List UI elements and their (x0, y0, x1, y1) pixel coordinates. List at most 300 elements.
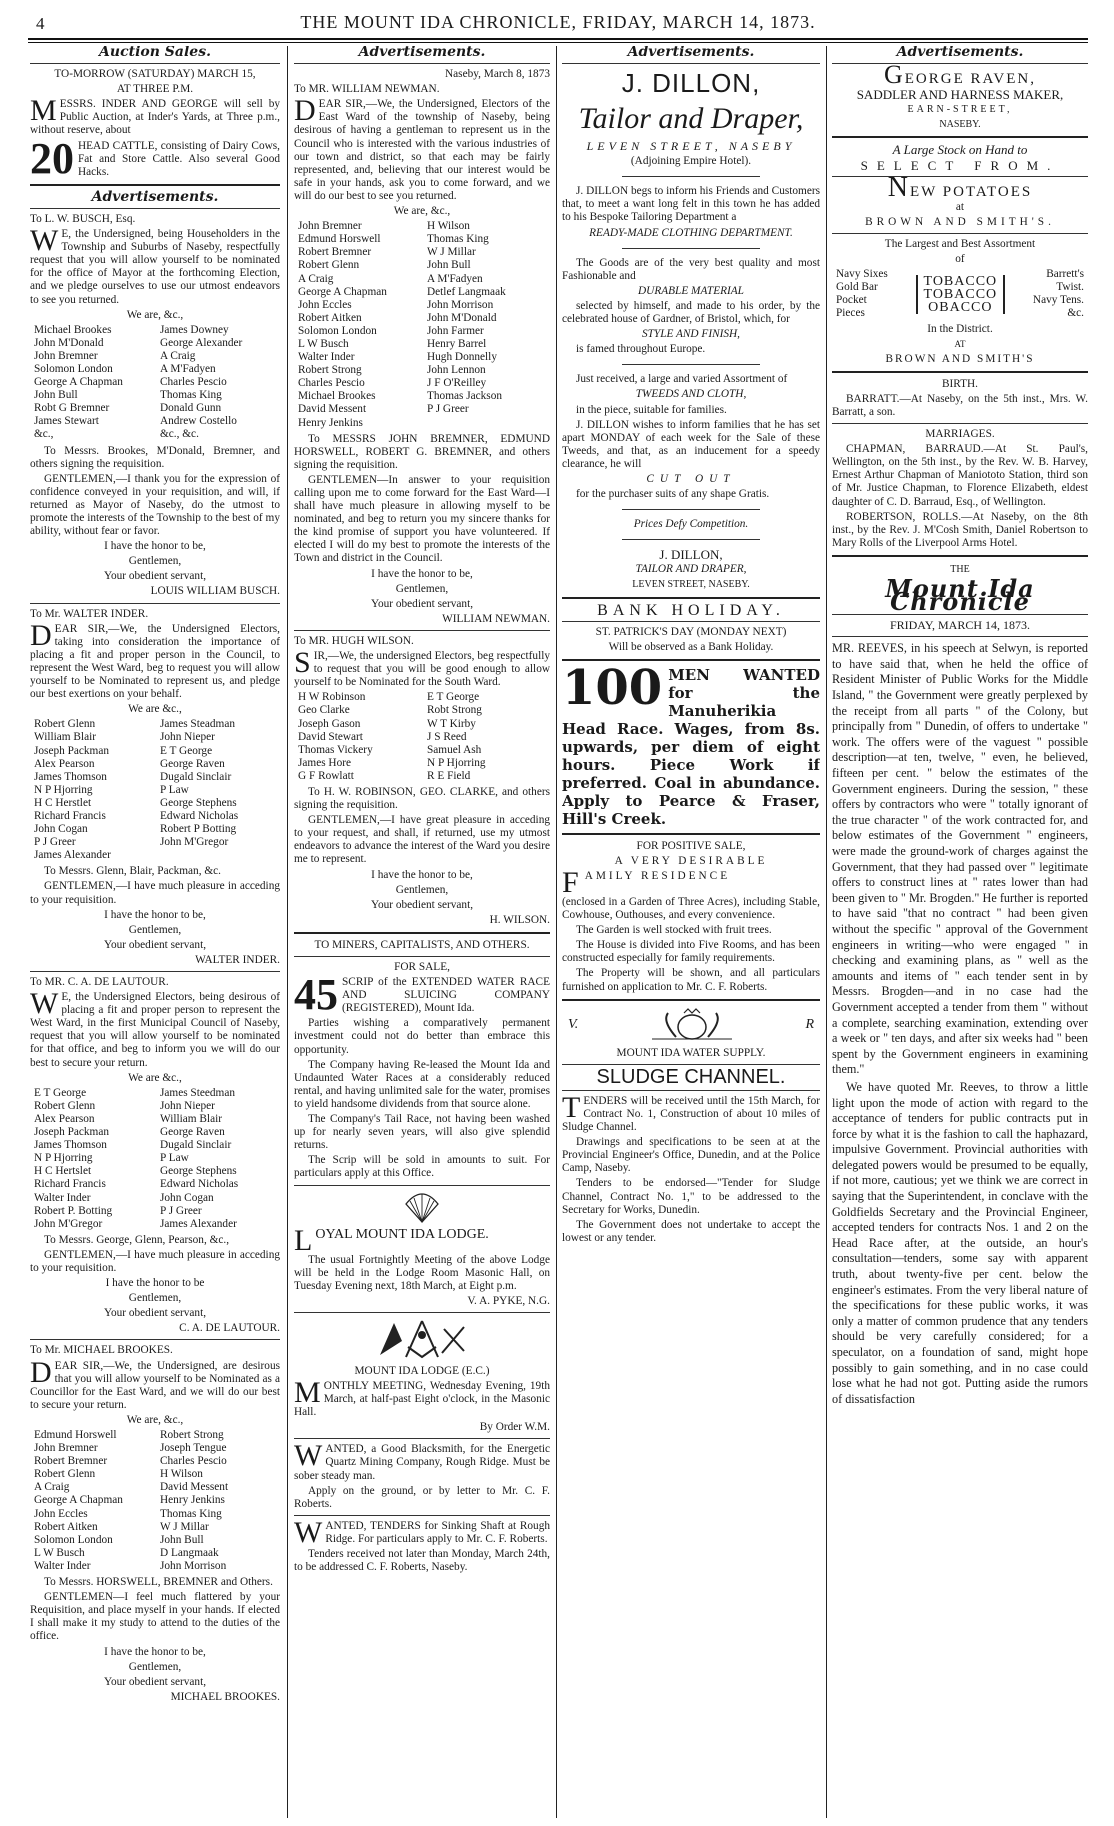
column-1 (30, 46, 280, 1816)
dillon-style: STYLE AND FINISH, (641, 328, 741, 341)
signatory-name (427, 417, 550, 430)
section-heading: Advertisements. (896, 46, 1024, 60)
closing-line: Gentlemen, (128, 923, 182, 936)
reply-body: GENTLEMEN,—I have much pleasure in acceding to your requisition. (30, 880, 280, 906)
requisition-body: SIR,—We, the undersigned Electors, beg respectfully to request that you will be good enough to allow yourself to be Nominated for the South Ward. (294, 646, 550, 689)
tobacco-intro: The Largest and Best Assortment (884, 237, 1036, 250)
requisition-to: To L. W. BUSCH, Esq. (30, 212, 136, 225)
signatory-name: Richard Francis (34, 809, 106, 822)
signatory-name: P J Greer (160, 1204, 202, 1217)
signatory-name: Robert Bremner (298, 246, 372, 259)
editorial-paragraph: We have quoted Mr. Reeves, to throw a little light upon the mode of action with regard to the acceptance of tenders for public contracts put in force by what it is the fashion to call the haphazard, impulsive Government. Provincial authorities with delegated powers would be presumed to be equally, if not more, cautious; yet we think we are correct in saying that the Superintendent, in conclave with the Goldfields Secretary and the Provincial Engineer, accepted tenders for contracts Nos. 1 and 2 on the Head Race after, at the outside, an hour's consultation—tenders, some say with apparent truth, about twenty-five per cent. below the engineer's estimates. From the very liberal nature of the specifications for these public works, it was only a matter of common prudence that any tenders should be very carefully considered; for a speculator, on a foundation of sand, might hope possibly to gain something, and in no case could lose what he had not got. Putting aside the rumors of dissatisfaction (832, 1079, 1088, 1406)
reply-to: To Messrs. HORSWELL, BREMNER and Others. (44, 1576, 273, 1589)
signatory-name: Walter Inder (34, 1559, 91, 1572)
scrip-paragraph: The Company's Tail Race, not having been washed up for nearly seven years, will also give splendid returns. (294, 1113, 550, 1152)
raven-name: GEORGE RAVEN, (883, 60, 1036, 90)
reply-body: GENTLEMEN,—I have much pleasure in acceding to your requisition. (30, 1248, 280, 1274)
we-are: We are &c., (128, 703, 182, 716)
dillon-paragraph: in the piece, suitable for families. (576, 403, 727, 416)
residence-paragraph: (enclosed in a Garden of Three Acres), including Stable, Cowhouse, Outhouses, and every convenience. (562, 896, 820, 922)
signatory-name: Michael Brookes (298, 390, 376, 403)
signatory-name: John Eccles (298, 298, 352, 311)
marriage-entry: CHAPMAN, BARRAUD.—At St. Paul's, Wellington, on the 5th inst., by the Rev. W. B. Harvey, Ernest Arthur Chapman of Maniototo Station, third son of Mr. Justice Chapman, to Florence Elizabeth, eldest daughter of C. D. Barraud, Esq., of Wellington. (832, 443, 1088, 508)
tobacco-mid (916, 275, 1006, 314)
signatory-name: David Messent (160, 1481, 229, 1494)
signatory-name: D Langmaak (160, 1546, 219, 1559)
signatory-name: Robert Glenn (34, 1468, 96, 1481)
requisition-to: To MR. C. A. DE LAUTOUR. (30, 976, 169, 988)
sludge-paragraph: The Government does not undertake to accept the lowest or any tender. (562, 1218, 820, 1244)
tobacco-item: Pocket (836, 294, 867, 307)
signatory-name: James Alexander (34, 849, 111, 862)
signatory-name: Joseph Packman (34, 1126, 109, 1139)
auction-date: TO-MORROW (SATURDAY) MARCH 15, (54, 68, 256, 81)
signatory-name: John Bull (34, 389, 78, 402)
signatory-name: Solomon London (298, 324, 377, 337)
tobacco-block (836, 268, 1084, 320)
signatory-name: John M'Donald (427, 311, 497, 324)
signatory-name: Michael Brookes (34, 323, 112, 336)
reply-to: To Messrs. Brookes, M'Donald, Bremner, and others signing the requisition. (30, 444, 280, 470)
signatory-name: George Stephens (160, 1165, 237, 1178)
signatory-name: Geo Clarke (298, 704, 350, 717)
reply-to: To MESSRS JOHN BREMNER, EDMUND HORSWELL, ROBERT G. BREMNER, and others signing the requisition. (294, 432, 550, 471)
closing-line: I have the honor to be, (104, 540, 206, 553)
signature: MICHAEL BROOKES. (170, 1690, 280, 1703)
closing-line: I have the honor to be, (104, 908, 206, 921)
signatory-name: John Nieper (160, 731, 215, 744)
column-2 (294, 46, 550, 1816)
section-heading: Advertisements. (91, 188, 219, 205)
dillon-name: J. DILLON, (621, 68, 761, 99)
signatory-name: Joseph Gason (298, 717, 361, 730)
signatory-name: John Bremner (34, 1442, 98, 1455)
signatory-name: John Bremner (298, 220, 362, 233)
signatory-name: &c., &c. (160, 428, 199, 441)
column-4 (832, 46, 1088, 1816)
signatory-name: L W Busch (34, 1546, 85, 1559)
signatory-name: A Craig (160, 349, 196, 362)
signatory-name: Edward Nicholas (160, 809, 239, 822)
signatory-name: John Morrison (427, 298, 494, 311)
signatory-name: John Morrison (160, 1559, 227, 1572)
signatory-name: John Cogan (160, 1191, 214, 1204)
tobacco-right (1033, 268, 1084, 320)
tobacco-at: AT (954, 338, 966, 349)
for-sale: FOR SALE, (394, 961, 450, 973)
brown-smith: BROWN AND SMITH'S. (865, 215, 1055, 228)
auction-body: MESSRS. INDER AND GEORGE will sell by Public Auction, at Inder's Yards, at Three p.m., without reserve, about (30, 94, 280, 137)
column-divider (556, 46, 557, 1818)
signatory-name: Robt Strong (427, 704, 482, 717)
residence-paragraph: The Property will be shown, and all particulars furnished on application to Mr. C. F. Roberts. (562, 967, 820, 993)
chronicle-title: Mount Ida Chronicle (885, 574, 1035, 617)
masonic-emblem-icon (294, 1317, 550, 1361)
sludge-paragraph: Drawings and specifications to be seen at at the Provincial Engineer's Office, Dunedin, and at the Police Camp, Naseby. (562, 1136, 820, 1175)
masthead (28, 6, 1088, 36)
signatory-name: Andrew Costello (160, 415, 237, 428)
sludge-paragraph: Tenders to be endorsed—"Tender for Sludge Channel, Contract No. 1," to be addressed to the Secretary for Works, Dunedin. (562, 1177, 820, 1216)
residence-heading: FOR POSITIVE SALE, (636, 839, 746, 852)
signatory-name: Alex Pearson (34, 757, 95, 770)
signatory-name: E T George (427, 691, 480, 704)
blacksmith-ad-2: Apply on the ground, or by letter to Mr. C. F. Roberts. (294, 1484, 550, 1510)
dillon-street-2: LEVEN STREET, NASEBY. (632, 579, 750, 591)
signatory-name: N P Hjorring (34, 783, 93, 796)
closing-line: I have the honor to be (105, 1277, 205, 1290)
bank-holiday-line: Will be observed as a Bank Holiday. (608, 640, 774, 653)
reply-to: To Messrs. Glenn, Blair, Packman, &c. (44, 865, 221, 878)
signatory-name: L W Busch (298, 337, 349, 350)
tobacco-item: Navy Tens. (1032, 294, 1084, 307)
dillon-paragraph: Just received, a large and varied Assortment of (576, 373, 788, 386)
signatory-name: Robert Aitken (34, 1520, 98, 1533)
tobacco-item: Twist. (1056, 281, 1084, 294)
masthead-title: THE MOUNT IDA CHRONICLE, FRIDAY, MARCH 14, 1873. (300, 12, 816, 32)
signatory-name: H C Hertslet (34, 1165, 92, 1178)
signatory-name: Samuel Ash (427, 743, 482, 756)
signatory-name: Walter Inder (34, 1191, 91, 1204)
signature: C. A. DE LAUTOUR. (179, 1322, 280, 1335)
signatory-name: Alex Pearson (34, 1112, 95, 1125)
section-heading: Advertisements. (358, 46, 486, 60)
signatory-list (34, 1429, 280, 1573)
signatory-name: George Alexander (160, 336, 243, 349)
signatory-name: Solomon London (34, 1533, 113, 1546)
signatory-name: Robert Strong (160, 1429, 224, 1441)
auction-body-2: 20 HEAD CATTLE, consisting of Dairy Cows, Fat and Store Cattle. Also several Good Hacks. (30, 133, 280, 183)
chronicle-the: THE (950, 563, 970, 575)
signatory-name: Dugald Sinclair (160, 1139, 232, 1152)
we-are: We are, &c., (126, 308, 184, 321)
signatory-list (34, 324, 280, 442)
signatory-name: Thomas King (427, 233, 489, 246)
signatory-name: David Stewart (298, 730, 363, 743)
closing-line: Your obedient servant, (103, 938, 207, 951)
dillon-adjoining: (Adjoining Empire Hotel). (630, 155, 752, 168)
reply-to: To H. W. ROBINSON, GEO. CLARKE, and others signing the requisition. (294, 785, 550, 812)
signatory-name: John M'Donald (34, 336, 104, 349)
masthead-rule (28, 38, 1088, 40)
royal-arms-icon (632, 1007, 752, 1043)
signatory-name: Charles Pescio (160, 376, 227, 389)
closing-line: I have the honor to be, (371, 567, 473, 580)
closing-line: Your obedient servant, (370, 898, 474, 911)
tobacco-item: TOBACCO (923, 286, 998, 302)
dillon-paragraph: The Goods are of the very best quality and most Fashionable and (562, 256, 820, 282)
requisition-body: DEAR SIR,—We, the Undersigned Electors, taking into consideration the importance of placing a fit and proper person in the Council, to represent the West Ward, beg to request you will allow yourself to be Nominated to represent us, and pledge our best exertions on your behalf. (30, 618, 280, 701)
stock-line: A Large Stock on Hand to (892, 142, 1028, 158)
tobacco-item: TOBACCO (923, 273, 998, 289)
reply-to: To Messrs. George, Glenn, Pearson, &c., (44, 1233, 230, 1246)
signatory-name: Walter Inder (298, 351, 355, 364)
vr-left: V. (568, 1017, 579, 1033)
signatory-name: John M'Gregor (160, 836, 229, 849)
signatory-name: John Cogan (34, 823, 88, 836)
closing-line: I have the honor to be, (104, 1645, 206, 1658)
reply-body: GENTLEMEN—In answer to your requisition calling upon me to come forward for the East Ward—I shall have much pleasure in allowing myself to be nominated, and beg to return you my sincere thanks for the kind promise of support you have volunteered. If elected I will do my best to promote the interests of the Town and district in the Council. (294, 473, 550, 565)
residence-heading-3: FAMILY RESIDENCE (562, 866, 731, 899)
signatory-name: P Law (160, 1152, 189, 1165)
signatory-name: Robert Glenn (34, 718, 96, 731)
requisition-to: To Mr. WALTER INDER. (30, 607, 149, 620)
closing-line: Your obedient servant, (370, 597, 474, 610)
dillon-trade-2: TAILOR AND DRAPER, (635, 563, 747, 576)
residence-paragraph: The Garden is well stocked with fruit trees. (576, 924, 772, 937)
signatory-name: E T George (34, 1086, 87, 1099)
dillon-paragraph: J. DILLON begs to inform his Friends and Customers that, to meet a want long felt in this town he has added to his Bespoke Tailoring Department a (562, 185, 820, 224)
dillon-paragraph: J. DILLON wishes to inform families that he has set apart MONDAY of each week for the Sale of these Tweeds, and that, as an inducement for a speedy clearance, he will (562, 418, 820, 470)
requisition-to: To MR. WILLIAM NEWMAN. (294, 83, 440, 96)
signatory-name: John M'Gregor (34, 1217, 103, 1230)
signatory-list (34, 718, 280, 862)
signatory-name: James Thomson (34, 770, 107, 783)
signatory-name: James Stewart (34, 415, 99, 428)
signature: LOUIS WILLIAM BUSCH. (150, 585, 280, 598)
closing-line: Gentlemen, (128, 1660, 182, 1673)
signatory-name: A Craig (298, 272, 334, 285)
signatory-name: Donald Gunn (160, 402, 222, 415)
chronicle-date: FRIDAY, MARCH 14, 1873. (889, 618, 1031, 633)
scrip-paragraph: Parties wishing a comparatively permanent investment could not do better than embrace this opportunity. (294, 1017, 550, 1056)
signatory-name: P J Greer (34, 836, 76, 849)
lodge-body: The usual Fortnightly Meeting of the above Lodge will be held in the Lodge Room Masonic Hall, on Tuesday Evening next, 18th March, at Eight p.m. (294, 1253, 550, 1292)
signatory-name: &c., (34, 428, 54, 441)
signatory-name: Henry Jenkins (160, 1494, 225, 1507)
signatory-name: Robert Glenn (298, 259, 360, 272)
water-supply-heading: MOUNT IDA WATER SUPPLY. (616, 1046, 766, 1059)
potatoes-line: NEW POTATOES (887, 171, 1033, 203)
signatory-name: Robert P. Botting (34, 1204, 113, 1217)
men-wanted-ad: 100 MEN WANTED for the Manuherikia Head Race. Wages, from 8s. upwards, per diem of eight hours. Piece Work if preferred. Coal in abundance. Apply to Pearce & Fraser, Hill's Creek. (562, 659, 820, 828)
signatory-name: Robert Glenn (34, 1099, 96, 1112)
birth-text: BARRATT.—At Naseby, on the 5th inst., Mrs. W. Barratt, a son. (832, 392, 1088, 418)
signatory-name: Robert P Botting (160, 823, 237, 836)
signatory-list (298, 220, 550, 430)
signatory-name: James Steedman (160, 1086, 235, 1099)
signatory-name: E T George (160, 744, 213, 757)
dillon-prices: Prices Defy Competition. (633, 518, 749, 531)
signatory-name: Joseph Packman (34, 744, 109, 757)
tenders-shaft-ad: WANTED, TENDERS for Sinking Shaft at Rough Ridge. For particulars apply to Mr. C. F. Roberts. (294, 1515, 550, 1549)
shell-emblem-icon (294, 1190, 550, 1224)
signatory-name: H C Herstlet (34, 796, 92, 809)
signatory-name: N P Hjorring (34, 1152, 93, 1165)
reply-body: GENTLEMEN—I feel much flattered by your Requisition, and place myself in your hands. If elected I shall make it my study to attend to the duties of the office. (30, 1591, 280, 1643)
signatory-name: Edmund Horswell (34, 1429, 117, 1441)
reply-body: GENTLEMEN,—I thank you for the expression of confidence conveyed in your requisition, and will, if returned as Mayor of Naseby, do the utmost to promote the interests of the Township to the best of my ability, without fear or favor. (30, 472, 280, 538)
signatory-name: A Craig (34, 1481, 70, 1494)
signatory-name: James Downey (160, 323, 229, 336)
signatory-name: Charles Pescio (160, 1455, 227, 1468)
signatory-name: H Wilson (160, 1468, 203, 1481)
page-number: 4 (36, 14, 45, 33)
residence-heading: A VERY DESIRABLE (614, 854, 768, 867)
signatory-name: Robert Aitken (298, 311, 362, 324)
scrip-paragraph: The Scrip will be sold in amounts to suit. For particulars apply at this Office. (294, 1154, 550, 1180)
signatory-name: John Eccles (34, 1507, 88, 1520)
sludge-body: TENDERS will be received until the 15th March, for Contract No. 1, Construction of about 10 miles of Sludge Channel. (562, 1090, 820, 1134)
signatory-name: Edward Nicholas (160, 1178, 239, 1191)
signatory-name: Joseph Tengue (160, 1442, 227, 1455)
dillon-tweeds: TWEEDS AND CLOTH, (635, 388, 747, 401)
signatory-name: Henry Jenkins (298, 416, 363, 429)
letter-date: Naseby, March 8, 1873 (445, 68, 550, 81)
dillon-department: READY-MADE CLOTHING DEPARTMENT. (589, 226, 793, 239)
signatory-name: Thomas Vickery (298, 743, 373, 756)
signatory-name: H Wilson (427, 220, 470, 233)
potatoes-at: at (955, 200, 965, 213)
raven-street: EARN-STREET, (907, 104, 1013, 116)
signatory-name: Detlef Langmaak (427, 285, 506, 298)
column-3 (562, 46, 820, 1816)
signatory-name: R E Field (427, 769, 471, 782)
signatory-name: J F O'Reilley (427, 377, 487, 390)
blacksmith-ad: WANTED, a Good Blacksmith, for the Energetic Quartz Mining Company, Rough Ridge. Must be sober steady man. (294, 1439, 550, 1482)
signatory-name: George A Chapman (34, 1494, 123, 1507)
signatory-name: Thomas Jackson (427, 390, 502, 403)
requisition-body: DEAR SIR,—We, the Undersigned, are desirous that you will allow yourself to be Nominated as a Councillor for the East Ward, and we will do our best to secure your return. (30, 1355, 280, 1411)
marriage-entry: ROBERTSON, ROLLS.—At Naseby, on the 8th inst., by the Rev. J. M'Cosh Smith, Daniel Robertson to Mary Rolls of the Liverpool Arms Hotel. (832, 510, 1088, 549)
signatory-name: Robert Strong (298, 364, 362, 377)
signatory-name: George Stephens (160, 796, 237, 809)
editorial-paragraph: MR. REEVES, in his speech at Selwyn, is reported to have said that, when he held the office of Resident Minister of Public Works for the Middle Island, " the Government were greatly perplexed by the receipt from all parts " of the Colony, but principally from " Dunedin, of offers to undertake " work. The offers were of the vaguest " possible description—at ten, twelve, " even, he believed, fifteen per cent. " below the estimates of the Government engineers. During the session, " these offers by contractors who were " totally ignorant of the true character " of the work contracted for, and below estimates of the Government " engineers, were made the ground-work of charges against the Government, that they had passed over " legitimate offers to construct lines at " rates lower than had been given to " Mr. Brogden." He further is reported to have said "that no contract " had been given without the specific " approval of the Government engineers in writing—who were engaged " in checking and examining plans, as " well as the amounts and items of " each tender sent in by Messrs. Brogden—and in no case had the Government accepted a tender from them " without a complete, searching examination, extending over a week or " ten days, and after six weeks had " been spent by the Government engineers in examining them." (832, 641, 1088, 1077)
signatory-name: N P Hjorring (427, 756, 486, 769)
auction-time: AT THREE P.M. (116, 83, 194, 96)
signatory-name: George A Chapman (298, 285, 387, 298)
bank-holiday-heading: BANK HOLIDAY. (597, 601, 785, 619)
masonic-heading: MOUNT IDA LODGE (E.C.) (354, 1364, 490, 1377)
brown-smith-2: BROWN AND SMITH'S (885, 352, 1035, 365)
miners-heading: TO MINERS, CAPITALISTS, AND OTHERS. (314, 938, 530, 951)
signatory-name: James Thomson (34, 1139, 107, 1152)
signatory-name: John Nieper (160, 1099, 215, 1112)
dillon-paragraph: is famed throughout Europe. (576, 343, 706, 356)
residence-paragraph: The House is divided into Five Rooms, and has been constructed especially for family requirements. (562, 939, 820, 965)
lodge-heading: LOYAL MOUNT IDA LODGE. (294, 1223, 489, 1257)
signature: WILLIAM NEWMAN. (442, 612, 550, 625)
sludge-heading: SLUDGE CHANNEL. (596, 1065, 786, 1088)
signatory-name: A M'Fadyen (427, 272, 483, 285)
signatory-name: Richard Francis (34, 1178, 106, 1191)
tobacco-left (836, 268, 888, 320)
signatory-name: W J Millar (160, 1520, 209, 1533)
birth-heading: BIRTH. (941, 377, 979, 390)
drop-cap: M (30, 94, 57, 128)
closing-line: Gentlemen, (395, 883, 449, 896)
signatory-name (160, 849, 280, 862)
tobacco-district: In the District. (927, 322, 993, 335)
closing-line: Gentlemen, (128, 555, 182, 568)
signatory-name: W T Kirby (427, 717, 476, 730)
scrip-body: 45 SCRIP of the EXTENDED WATER RACE AND SLUICING COMPANY (REGISTERED), Mount Ida. (294, 970, 550, 1020)
requisition-body: W E, the Undersigned, being Householders in the Township and Suburbs of Naseby, respectfully request that you will allow yourself to be nominated for the office of Mayor at the forthcoming Election, and we pledge ourselves to use our utmost endeavors to see you returned. (30, 224, 280, 306)
signatory-list (298, 691, 550, 783)
vr-right: R (805, 1017, 814, 1033)
scrip-paragraph: The Company having Re-leased the Mount Ida and Undaunted Water Races at a considerably reduced rental, and having unlimited sale for the water, promises to yield handsome dividends from that source alone. (294, 1058, 550, 1110)
dillon-durable: DURABLE MATERIAL (638, 284, 744, 297)
marriages-heading: MARRIAGES. (925, 428, 995, 441)
tobacco-of: of (955, 253, 965, 266)
column-divider (287, 46, 288, 1818)
royal-arms (562, 1007, 820, 1043)
closing-line: Your obedient servant, (103, 570, 207, 583)
closing-line: Gentlemen, (128, 1292, 182, 1305)
signatory-name: James Alexander (160, 1217, 237, 1230)
section-heading: Advertisements. (627, 46, 755, 60)
signatory-name: Robert Bremner (34, 1455, 108, 1468)
signatory-name: James Steadman (160, 718, 235, 731)
requisition-to: To Mr. MICHAEL BROOKES. (30, 1344, 173, 1357)
dillon-name-2: J. DILLON, (659, 547, 723, 563)
signatory-list (34, 1087, 280, 1231)
signatory-name: Edmund Horswell (298, 233, 381, 246)
signatory-name: Solomon London (34, 362, 113, 375)
requisition-body: DEAR SIR,—We, the Undersigned, Electors of the East Ward of the township of Naseby, being desirous of having a gentleman to represent us in the Council who is interested with the various industries of our town and district, so that each may be fairly represented, and, believing that our interest would be safe in your hands, ask you to come forward, and we will do our best to see you returned. (294, 94, 550, 202)
signatory-name: Charles Pescio (298, 377, 365, 390)
closing-line: Your obedient servant, (103, 1675, 207, 1688)
tobacco-item: OBACCO (928, 299, 993, 315)
requisition-to: To MR. HUGH WILSON. (294, 634, 414, 647)
dillon-trade: Tailor and Draper, (578, 102, 804, 136)
signatory-name: John Bull (160, 1533, 204, 1546)
dillon-paragraph: selected by himself, and made to his order, by the celebrated house of Gardner, of Bristol, which, for (562, 299, 820, 326)
masonic-body: MONTHLY MEETING, Wednesday Evening, 19th March, at half-past Eight o'clock, in the Masonic Hall. (294, 1375, 550, 1419)
reply-body: GENTLEMEN,—I have great pleasure in acceding to your request, and shall, if returned, use my utmost endeavors to advance the interest of the Ward you desire me to represent. (294, 814, 550, 866)
tobacco-item: Gold Bar (836, 281, 878, 294)
signatory-name: H W Robinson (298, 691, 366, 704)
tobacco-item: Pieces (836, 307, 865, 320)
section-heading: Auction Sales. (99, 46, 211, 60)
signatory-name: John Bremner (34, 349, 98, 362)
tobacco-item: &c. (1067, 307, 1084, 320)
raven-trade: SADDLER AND HARNESS MAKER, (856, 87, 1064, 103)
tenders-shaft-ad-2: Tenders received not later than Monday, March 24th, to be addressed C. F. Roberts, Naseby. (294, 1548, 550, 1574)
requisition-body: W E, the Undersigned Electors, being desirous of placing a fit and proper person to represent the West Ward, in the first Municipal Council of Naseby, request that you will allow yourself to be nominated for that office, and beg to inform you we will do our best to secure your return. (30, 987, 280, 1069)
signatory-name: P J Greer (427, 403, 469, 416)
lodge-signature: V. A. PYKE, N.G. (467, 1294, 550, 1307)
we-are: We are, &c., (393, 205, 451, 218)
signature: WALTER INDER. (195, 953, 280, 966)
signatory-name: Hugh Donnelly (427, 351, 497, 364)
select-line: SELECT FROM. (860, 157, 1060, 173)
signatory-name: Thomas King (160, 389, 222, 402)
signatory-name: Henry Barrel (427, 337, 487, 350)
signatory-name: George A Chapman (34, 376, 123, 389)
signatory-name: Robt G Bremner (34, 402, 110, 415)
tobacco-item: Navy Sixes (836, 268, 888, 281)
signatory-name: George Raven (160, 757, 225, 770)
signatory-name: P Law (160, 783, 189, 796)
signatory-name: W J Millar (427, 246, 476, 259)
dillon-cut-out: CUT OUT (646, 472, 736, 485)
dillon-street: LEVEN STREET, NASEBY (586, 139, 796, 154)
tobacco-item: Barrett's (1046, 268, 1084, 281)
masonic-signature: By Order W.M. (479, 1421, 550, 1434)
signatory-name: James Hore (298, 756, 352, 769)
column-divider (826, 46, 827, 1818)
closing-line: Your obedient servant, (103, 1307, 207, 1320)
signature: H. WILSON. (489, 913, 550, 926)
signatory-name: Dugald Sinclair (160, 770, 232, 783)
signatory-name: John Lennon (427, 364, 486, 377)
signatory-name: George Raven (160, 1126, 225, 1139)
we-are: We are &c., (128, 1071, 182, 1084)
signatory-name: John Farmer (427, 324, 484, 337)
closing-line: I have the honor to be, (371, 868, 473, 881)
raven-town: NASEBY. (939, 119, 981, 131)
signatory-name: David Messent (298, 403, 367, 416)
